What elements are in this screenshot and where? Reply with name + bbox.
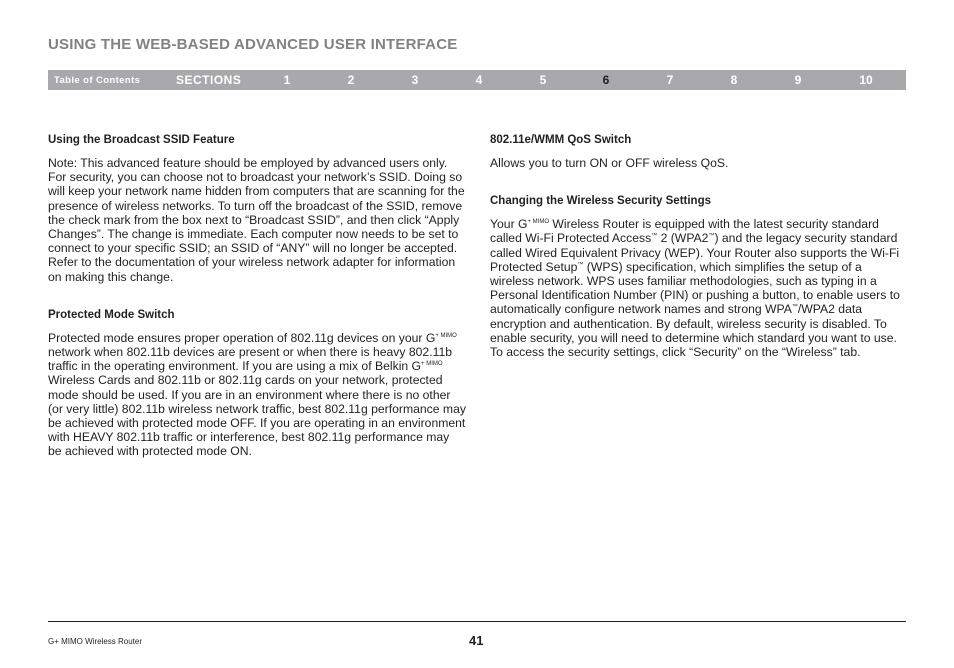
right-column	[490, 132, 906, 359]
section-link-2[interactable]: 2	[347, 73, 355, 87]
section-link-8[interactable]: 8	[730, 73, 738, 87]
sections-label: SECTIONS	[176, 73, 242, 87]
section-navbar	[48, 70, 906, 90]
protected-mode-body: Protected mode ensures proper operation of 802.11g devices on your $G^{+ MIMO}$ network when 802.11b devices are present or when there is heavy 802.11b traffic in the operating environment. If you are using a mix of Belkin $G^{+ MIMO}$ Wireless Cards and 802.11b or 802.11g cards on your network, protected mode should be used. If you are in an environment where there is no other (or very little) 802.11b wireless network traffic, best 802.11g performance may be achieved with protected mode OFF. If you are operating in an environment with HEAVY 802.11b traffic or interference, best 802.11g performance may be achieved with protected mode ON.	[48, 330, 466, 459]
broadcast-ssid-heading: Using the Broadcast SSID Feature	[48, 134, 235, 146]
section-link-4[interactable]: 4	[475, 73, 483, 87]
section-link-1[interactable]: 1	[283, 73, 291, 87]
qos-switch-body: Allows you to turn ON or OFF wireless QoS.	[490, 156, 729, 170]
page-header-title: USING THE WEB-BASED ADVANCED USER INTERFACE	[48, 36, 458, 53]
section-link-7[interactable]: 7	[666, 73, 674, 87]
section-link-9[interactable]: 9	[794, 73, 802, 87]
footer-product-name: G+ MIMO Wireless Router	[48, 637, 143, 646]
table-of-contents-link[interactable]: Table of Contents	[54, 75, 141, 86]
left-column	[48, 132, 466, 459]
section-link-5[interactable]: 5	[539, 73, 547, 87]
page-number: 41	[469, 633, 484, 648]
protected-mode-heading: Protected Mode Switch	[48, 308, 175, 321]
section-link-3[interactable]: 3	[411, 73, 419, 87]
wireless-security-heading: Changing the Wireless Security Settings	[490, 195, 711, 208]
section-link-6-active[interactable]: 6	[602, 73, 610, 87]
footer-divider	[48, 621, 906, 622]
qos-switch-heading: 802.11e/WMM QoS Switch	[490, 134, 632, 146]
section-link-10[interactable]: 10	[859, 73, 873, 87]
broadcast-ssid-body: Note: This advanced feature should be employed by advanced users only. For security, you can choose not to broadcast your network’s SSID. Doing so will keep your network name hidden from computers that are scanning for the presence of wireless networks. To turn off the broadcast of the SSID, remove the check mark from the box next to “Broadcast SSID”, and then click “Apply Changes”. The change is immediate. Each computer now needs to be set to connect to your specific SSID; an SSID of “ANY” will no longer be accepted. Refer to the documentation of your wireless network adapter for information on making this change.	[48, 156, 465, 284]
wireless-security-body: Your $G^{+ MIMO}$ Wireless Router is equipped with the latest security standard called Wi-Fi Protected Access™ 2 (WPA2™) and the legacy security standard called Wired Equivalent Privacy (WEP). Your Router also supports the Wi-Fi Protected Setup™ (WPS) specification, which simplifies the setup of a wireless network. WPS uses familiar methodologies, such as typing in a Personal Identification Number (PIN) or pushing a button, to enable users to automatically configure network names and strong WPA™/WPA2 data encryption and authentication. By default, wireless security is disabled. To enable security, you will need to determine which standard you want to use. To access the security settings, click “Security” on the “Wireless” tab.	[490, 217, 900, 360]
